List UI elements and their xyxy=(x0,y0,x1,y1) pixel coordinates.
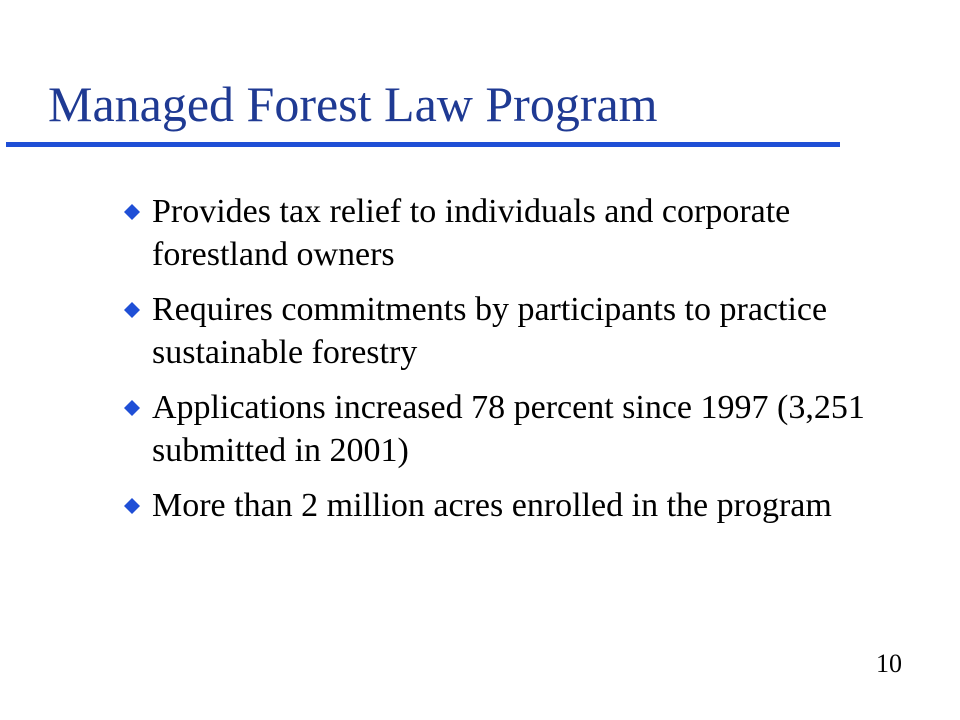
bullet-item xyxy=(122,386,882,472)
diamond-bullet-icon xyxy=(124,204,140,220)
page-number: 10 xyxy=(876,649,902,678)
title-underline-rule xyxy=(6,142,840,147)
bullet-text: Requires commitments by participants to practice sustainable forestry xyxy=(152,291,828,371)
bullet-list xyxy=(122,190,882,539)
diamond-bullet-icon xyxy=(124,400,140,416)
bullet-text: More than 2 million acres enrolled in the program xyxy=(152,487,832,524)
diamond-bullet-icon xyxy=(124,498,140,514)
bullet-item xyxy=(122,190,882,276)
bullet-text: Provides tax relief to individuals and corporate forestland owners xyxy=(152,193,791,273)
slide-title: Managed Forest Law Program xyxy=(48,76,658,132)
bullet-item xyxy=(122,484,882,527)
diamond-bullet-icon xyxy=(124,302,140,318)
bullet-item xyxy=(122,288,882,374)
bullet-text: Applications increased 78 percent since 1997 (3,251 submitted in 2001) xyxy=(152,389,865,469)
